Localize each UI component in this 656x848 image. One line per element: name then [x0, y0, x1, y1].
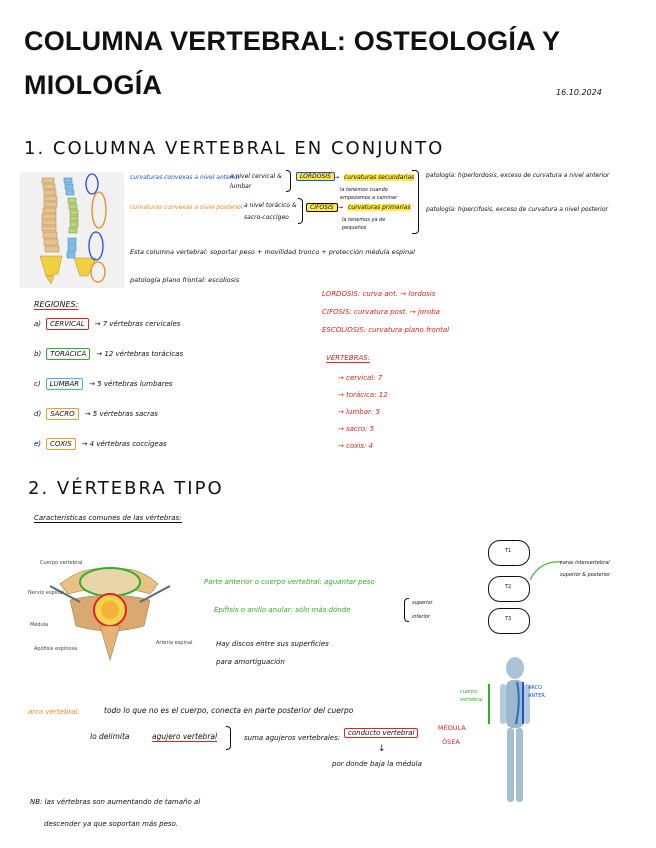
medula: MÉDULA [438, 724, 466, 732]
skeleton-figure [494, 656, 536, 810]
frontal: patología plano frontal: escoliosis [130, 276, 240, 284]
region-index: b) [34, 350, 42, 358]
discos1: Hay discos entre sus superficies [216, 640, 329, 648]
region-item [34, 410, 158, 418]
region-index: d) [34, 410, 42, 418]
bubble-label: T1 [505, 548, 512, 554]
curve-orange-region: a nivel torácico & sacro-coccígeo [244, 202, 297, 221]
funcion: Esta columna vertebral: soportar peso + movilidad tronco + protección médula espinal [130, 248, 415, 256]
suma: suma agujeros vertebrales: [244, 734, 341, 742]
region-name: CERVICAL [46, 318, 89, 330]
page-title: COLUMNA VERTEBRAL: OSTEOLOGÍA Y [24, 26, 561, 56]
vertebra-count-item: → coxis: 4 [338, 442, 373, 450]
region-desc: → 5 vértebras lumbares [89, 380, 173, 388]
region-item [34, 380, 173, 388]
img-label: Cuerpo vertebral [40, 560, 83, 566]
sup-label: superior [412, 600, 433, 606]
lordosis-label: LORDOSIS [296, 172, 335, 181]
cifosis-note: curvaturas primarias [348, 204, 411, 211]
bubble-label: T3 [505, 616, 512, 622]
vertebra-count-item: → sacro: 5 [338, 425, 375, 433]
region-name: COXIS [46, 438, 76, 450]
region-item [34, 320, 180, 328]
bracket [286, 170, 291, 192]
bracket [404, 598, 409, 622]
regiones-heading: REGIONES: [34, 300, 79, 309]
region-name: LUMBAR [46, 378, 84, 390]
curve-blue-region: a nivel cervical & lumbar [230, 173, 282, 190]
epifisis: Epífisis o anillo anular: sólo más dónde [214, 606, 351, 614]
spine-illustration [20, 172, 124, 288]
img-label: Apófisis espinosa [34, 646, 78, 652]
bracket [412, 170, 419, 234]
vertebra-count-item: → cervical: 7 [338, 374, 383, 382]
bubble-label: T2 [505, 584, 512, 590]
svg-text:·: · [56, 183, 57, 187]
region-desc: → 12 vértebras torácicas [96, 350, 184, 358]
conducto: conducto vertebral [344, 728, 418, 738]
region-item [34, 350, 183, 358]
discos2: para amortiguación [216, 658, 285, 666]
section1-heading: 1. COLUMNA VERTEBRAL EN CONJUNTO [24, 138, 445, 159]
vertebra-illustration [40, 560, 193, 672]
cuerpo-vertebral: Parte anterior o cuerpo vertebral: aguantar peso [204, 578, 375, 586]
img-label: Médula [30, 622, 49, 628]
date: 16.10.2024 [556, 88, 602, 97]
caracteristicas: Características comunes de las vértebras: [34, 514, 182, 522]
region-desc: → 7 vértebras cervicales [94, 320, 181, 328]
label-green: cuerpo vertebral [460, 689, 483, 703]
pat-lordosis: LORDOSIS: curva ant. → lordosis [322, 290, 436, 298]
cifosis-label: CIFOSIS [306, 203, 338, 212]
skeleton-illustration [494, 656, 536, 810]
section2-heading: 2. VÉRTEBRA TIPO [28, 478, 224, 499]
arco-label: arco vertebral: [28, 708, 80, 716]
green-line [488, 684, 490, 724]
cifosis-arrow: → [338, 204, 344, 211]
vertebra-count-item: → torácica: 12 [338, 391, 388, 399]
arco-text: todo lo que no es el cuerpo, conecta en parte posterior del cuerpo [104, 706, 354, 715]
region-desc: → 4 vértebras coccígeas [81, 440, 167, 448]
region-index: e) [34, 440, 42, 448]
lordosis-note2: la tenemos cuando empezamos a caminar [340, 187, 398, 201]
por-donde: por donde baja la médula [332, 760, 422, 768]
bracket [226, 726, 231, 750]
img-label: Arteria espinal [156, 640, 193, 646]
page-title-line2: MIOLOGÍA [24, 70, 163, 100]
region-index: a) [34, 320, 42, 328]
pat-cifosis: CIFOSIS: curvatura post. → joroba [322, 308, 440, 316]
region-index: c) [34, 380, 41, 388]
vertebra-count-item: → lumbar: 5 [338, 408, 380, 416]
patologia2: patología: hipercifosis, exceso de curvatura a nivel posterior [426, 206, 608, 213]
spine-image [20, 172, 124, 288]
region-name: SACRO [46, 408, 79, 420]
nb1: NB: las vértebras son aumentando de tamaño al [30, 798, 201, 806]
inf-label: inferior [412, 614, 430, 620]
disco-note2: superior & posterior [560, 572, 611, 578]
region-item [34, 440, 167, 448]
osea: ÓSEA [442, 738, 460, 746]
label-blue: ARCO ANTER. [528, 685, 547, 699]
patologia1: patología: hiperlordosis, exceso de curvatura a nivel anterior [426, 172, 610, 179]
region-desc: → 5 vértebras sacras [84, 410, 158, 418]
disco-note1: caras intervertebral [560, 560, 610, 566]
curve-orange: curvaturas convexas a nivel posterior [130, 204, 244, 211]
vertebras-heading: VÉRTEBRAS: [326, 354, 371, 362]
vertebra-image [40, 560, 193, 672]
delimita: lo delimita [90, 732, 130, 741]
lordosis-note: curvaturas secundarias [344, 174, 415, 181]
down-arrow: ↓ [378, 744, 386, 754]
blue-line [522, 682, 524, 724]
agujero: agujero vertebral [152, 732, 218, 741]
lordosis-arrow: → [334, 174, 340, 181]
bracket [298, 198, 303, 224]
pat-escoliosis: ESCOLIOSIS: curvatura plano frontal [322, 326, 450, 334]
nb2: descender ya que soportan más peso. [44, 820, 179, 828]
curve-blue: curvaturas convexas a nivel anterior [130, 174, 241, 181]
region-name: TORÁCICA [46, 348, 90, 360]
img-label: Nervio espinal [28, 590, 64, 596]
cifosis-note2: la tenemos ya de pequeños [342, 217, 386, 231]
